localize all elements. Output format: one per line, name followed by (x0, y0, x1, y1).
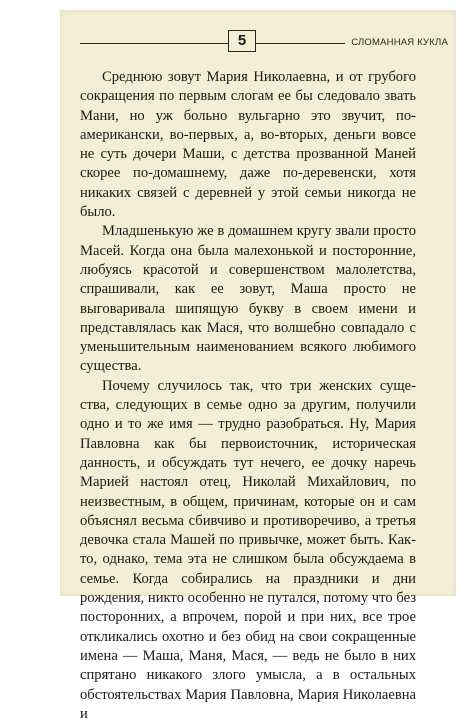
page-number: 5 (228, 30, 256, 52)
book-page (60, 10, 456, 722)
page-header (80, 34, 448, 52)
paragraph-2: Младшенькую же в домашнем кругу звали просто Масей. Когда она была малехонькой и посторонние, любуясь красотой и совершенством малолетства, спрашивали, как ее зовут, Маша просто не выговаривала шипящую букву в своем имени и представлялась как Мася, что волшебно совпадало с уменьшительным наименованием всякого любимого существа. (80, 223, 416, 375)
running-title: СЛОМАННАЯ КУКЛА (345, 34, 448, 52)
body-text (80, 68, 416, 724)
paragraph-3: Почему случилось так, что три женских существа, следующих в семье одно за другим, получили одно и то же имя — трудно разобраться. Ну, Мария Павловна как бы первоисточник, историческая данность, и обсуждать тут нечего, ее дочку наречь Марией настоял отец, Николай Михайлович, по неизвестным, в общем, причинам, которые он и сам объяснял весьма сбивчиво и противоречиво, а третья девочка стала Машей по привычке, может быть. Как-то, однако, тема эта не слишком была обсуждаема в семье. Когда собирались на праздники и дни рождения, никто особенно не путался, потому что без посторонних, а впрочем, порой и при них, все трое откликались охотно и без обид на свои сокращенные имена — Маша, Маня, Мася, — ведь не было в них спрятано никакого злого умысла, а в остальных обстоятельствах Мария Павловна, Мария Николаевна и (80, 377, 416, 722)
paragraph-1: Среднюю зовут Мария Николаевна, и от грубого сокращения по первым слогам ее бы следовало звать Мани, но уж больно вульгарно это звучит, по-американски, во-первых, а, во-вторых, деньги вовсе не суть дочери Маши, с детства прозванной Маней скорее по-домашнему, даже по-деревенски, хотя никаких связей с деревней у этой семьи никогда не было. (80, 69, 416, 221)
